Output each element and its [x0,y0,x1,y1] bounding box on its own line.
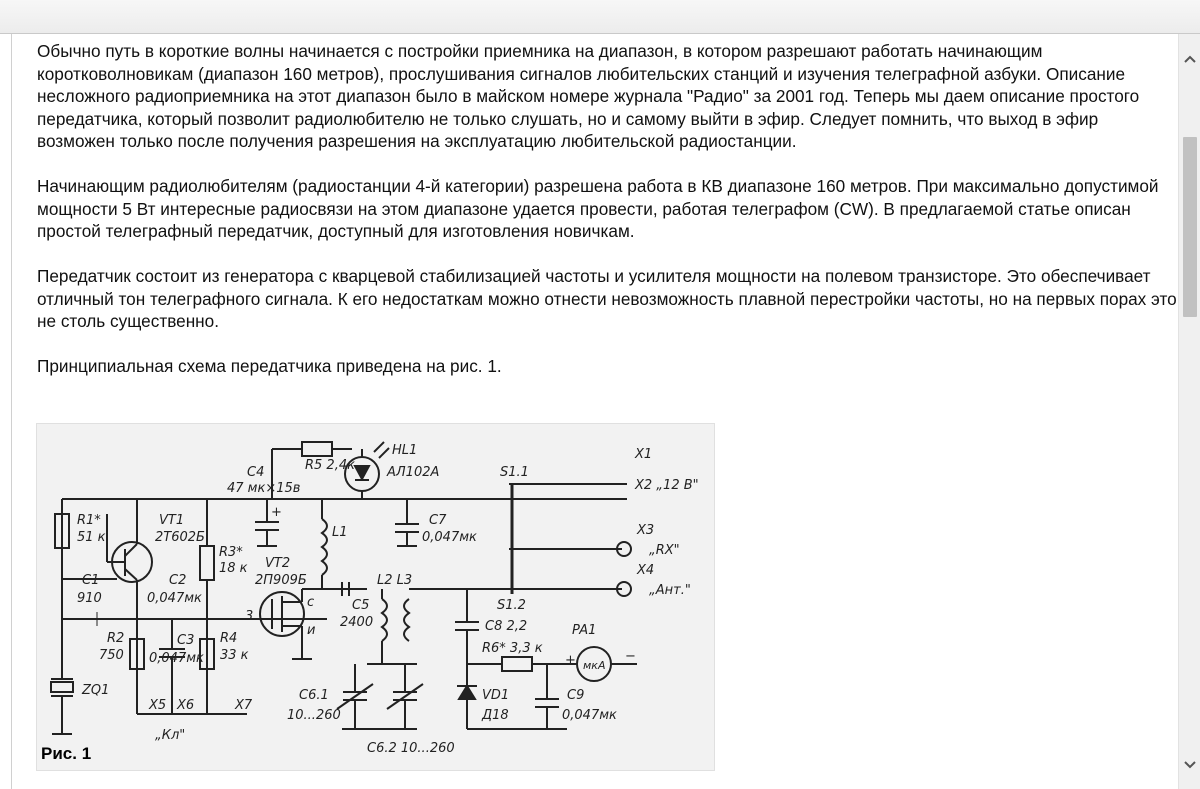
article-content [11,34,1179,789]
chevron-down-icon[interactable] [1179,754,1200,776]
label-pa1: PA1 [572,623,597,638]
label-x6: X6 [177,698,195,713]
label-c2: C2 [169,573,187,588]
label-pin-3: 3 [245,609,254,624]
label-c5: C5 [352,598,370,613]
vertical-scrollbar[interactable] [1178,34,1200,789]
paragraph-schematic-ref: Принципиальная схема передатчика приведена на рис. 1. [37,356,502,376]
label-c1: C1 [82,573,100,588]
label-r2-value: 750 [99,648,124,663]
label-c4-plus: + [271,505,282,520]
label-s11: S1.1 [500,465,529,480]
label-r3-value: 18 к [219,561,248,576]
label-vt1: VT1 [159,513,185,528]
label-x7: X7 [235,698,253,713]
label-c4: C4 [247,465,265,480]
label-x3: X3 [637,523,655,538]
label-r5: R5 2,4к [305,458,355,473]
label-x5: X5 [149,698,167,713]
label-x2: X2 „12 В" [635,478,699,493]
paragraph-beginners: Начинающим радиолюбителям (радиостанции 4-й категории) разрешена работа в КВ диапазоне 160 метров. При максимально допустимой мощности 5 Вт интересные радиосвязи на этом диапазоне удается провести, работая телеграфом (CW). В предлагаемой статье описан простой телеграфный передатчик, доступный для изготовления новичкам. [37,176,1159,241]
label-r4: R4 [220,631,238,646]
label-pa1-minus: − [625,649,636,664]
label-r6: R6* 3,3 к [482,641,543,656]
transmitter-schematic [37,424,714,770]
chevron-up-icon[interactable] [1179,48,1200,70]
label-vd1: VD1 [482,688,510,703]
article-text [37,40,1177,400]
scrollbar-thumb[interactable] [1183,137,1197,317]
label-c7: C7 [429,513,447,528]
figure-caption: Рис. 1 [41,744,92,763]
label-kl: „Кл" [155,728,186,743]
label-r1: R1* [77,513,101,528]
label-c61: C6.1 [299,688,329,703]
paragraph-intro: Обычно путь в короткие волны начинается с постройки приемника на диапазон, в котором разрешают работать начинающим коротковолновикам (диапазон 160 метров), прослушивания сигналов любительских станций и изучения телеграфной азбуки. Описание несложного радиоприемника на этот диапазон было в майском номере журнала "Радио" за 2001 год. Теперь мы даем описание простого передатчика, который позволит радиолюбителю не только слушать, но и самому выйти в эфир. Следует помнить, что выход в эфир возможен только после получения разрешения на эксплуатацию любительской радиостанции. [37,41,1140,151]
label-x1: X1 [635,447,653,462]
label-pin-i: и [307,623,316,638]
label-c4-value: 47 мк×15в [227,481,301,496]
label-ant: „Ант." [649,583,691,598]
paragraph-description: Передатчик состоит из генератора с кварцевой стабилизацией частоты и усилителя мощности на полевом транзисторе. Это обеспечивает отличный тон телеграфного сигнала. К его недостаткам можно отнести невозможность плавной перестройки частоты, но на первых порах это не столь существенно. [37,266,1177,331]
label-vt1-type: 2Т602Б [155,530,205,545]
label-vt2: VT2 [265,556,291,571]
label-c62: C6.2 10...260 [367,741,455,756]
label-pin-c: с [307,595,315,610]
label-hl1-type: АЛ102А [387,465,440,480]
label-c3-value: 0,047мк [149,651,204,666]
label-l2-l3: L2 L3 [377,573,413,588]
label-c9: C9 [567,688,585,703]
label-c7-value: 0,047мк [422,530,477,545]
label-pa1-plus: + [565,653,576,668]
label-r1-value: 51 к [77,530,106,545]
label-vt2-type: 2П909Б [255,573,307,588]
label-c8: C8 2,2 [485,619,528,634]
label-vd1-type: Д18 [482,708,509,723]
label-r2: R2 [107,631,125,646]
label-c5-value: 2400 [340,615,374,630]
label-x4: X4 [637,563,655,578]
label-rx: „RX" [649,543,680,558]
label-s12: S1.2 [497,598,526,613]
label-c1-value: 910 [77,591,102,606]
label-r4-value: 33 к [220,648,249,663]
label-zq1: ZQ1 [82,683,110,698]
label-c61-value: 10...260 [287,708,341,723]
label-r3: R3* [219,545,243,560]
label-c9-value: 0,047мк [562,708,617,723]
label-microammeter: мкА [583,659,606,672]
label-c3: C3 [177,633,195,648]
label-hl1: HL1 [392,443,418,458]
label-c2-value: 0,047мк [147,591,202,606]
browser-toolbar [0,0,1200,34]
label-l1: L1 [332,525,348,540]
schematic-figure [36,423,715,771]
